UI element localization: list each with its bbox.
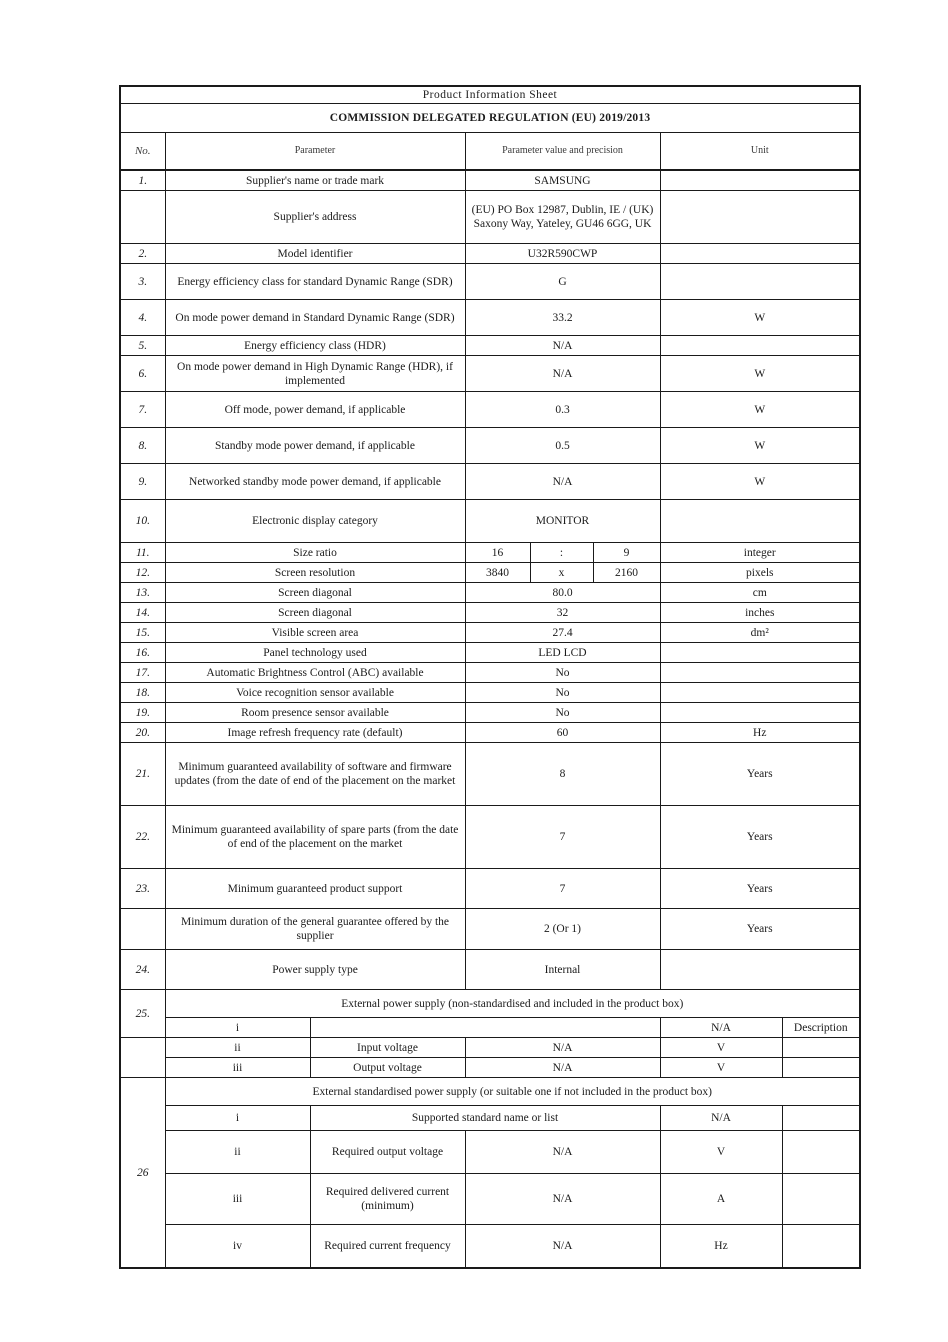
cell-value: LED LCD [465, 643, 660, 663]
page-title: Product Information Sheet [120, 86, 860, 104]
cell-unit: Years [660, 869, 860, 909]
cell-subindex: ii [165, 1038, 310, 1058]
table-row [120, 1058, 860, 1078]
cell-value: 8 [465, 743, 660, 806]
cell-value: 0.5 [465, 428, 660, 464]
cell-unit: pixels [660, 563, 860, 583]
cell-value: 27.4 [465, 623, 660, 643]
cell-no: 9. [120, 464, 165, 500]
cell-no: 7. [120, 392, 165, 428]
cell-unit [660, 643, 860, 663]
cell-parameter: Networked standby mode power demand, if applicable [165, 464, 465, 500]
cell-parameter: Electronic display category [165, 500, 465, 543]
cell-value: 7 [465, 869, 660, 909]
cell-value: N/A [465, 1058, 660, 1078]
cell-unit: dm² [660, 623, 860, 643]
section-25-header: External power supply (non-standardised and included in the product box) [165, 990, 860, 1018]
cell-value: N/A [465, 1038, 660, 1058]
cell-parameter: Minimum duration of the general guarantee offered by the supplier [165, 909, 465, 950]
cell-unit [660, 170, 860, 191]
table-row [120, 603, 860, 623]
table-row [120, 806, 860, 869]
cell-no: 13. [120, 583, 165, 603]
table-row [120, 264, 860, 300]
cell-no: 21. [120, 743, 165, 806]
table-row [120, 336, 860, 356]
cell-subname: Output voltage [310, 1058, 465, 1078]
cell-no: 17. [120, 663, 165, 683]
cell-subname: Required output voltage [310, 1131, 465, 1174]
cell-value: N/A [465, 336, 660, 356]
cell-no: 5. [120, 336, 165, 356]
cell-parameter: Visible screen area [165, 623, 465, 643]
cell-no: 18. [120, 683, 165, 703]
cell-unit: Years [660, 806, 860, 869]
cell-value-2: 2160 [593, 563, 660, 583]
subtitle-row [120, 104, 860, 133]
cell-parameter: Screen diagonal [165, 603, 465, 623]
col-header-parameter: Parameter [165, 133, 465, 171]
cell-subindex: iii [165, 1174, 310, 1225]
cell-parameter: Power supply type [165, 950, 465, 990]
cell-unit: W [660, 428, 860, 464]
table-row [120, 1174, 860, 1225]
table-row [120, 950, 860, 990]
cell-unit [660, 191, 860, 244]
cell-parameter: Minimum guaranteed availability of spare parts (from the date of end of the placement on the market [165, 806, 465, 869]
cell-parameter: Image refresh frequency rate (default) [165, 723, 465, 743]
cell-unit: V [660, 1058, 782, 1078]
cell-parameter: Size ratio [165, 543, 465, 563]
col-header-value: Parameter value and precision [465, 133, 660, 171]
table-row [120, 244, 860, 264]
cell-unit: Hz [660, 723, 860, 743]
cell-value: Internal [465, 950, 660, 990]
cell-unit: Hz [660, 1225, 782, 1269]
cell-parameter: Supplier's address [165, 191, 465, 244]
cell-unit: Years [660, 743, 860, 806]
cell-unit [660, 336, 860, 356]
cell-value: 32 [465, 603, 660, 623]
cell-parameter: Energy efficiency class for standard Dynamic Range (SDR) [165, 264, 465, 300]
table-row [120, 869, 860, 909]
product-information-table [119, 85, 861, 1269]
cell-parameter: Screen resolution [165, 563, 465, 583]
cell-no: 16. [120, 643, 165, 663]
cell-parameter: Standby mode power demand, if applicable [165, 428, 465, 464]
table-row [120, 1106, 860, 1131]
cell-unit: N/A [660, 1018, 782, 1038]
cell-value: (EU) PO Box 12987, Dublin, IE / (UK) Saxony Way, Yateley, GU46 6GG, UK [465, 191, 660, 244]
cell-unit [660, 244, 860, 264]
cell-no: 10. [120, 500, 165, 543]
table-row [120, 1018, 860, 1038]
cell-description [782, 1058, 860, 1078]
cell-unit: inches [660, 603, 860, 623]
cell-value: 7 [465, 806, 660, 869]
table-row [120, 500, 860, 543]
cell-unit: V [660, 1131, 782, 1174]
cell-description [782, 1131, 860, 1174]
col-header-no: No. [120, 133, 165, 171]
cell-unit: cm [660, 583, 860, 603]
cell-subname [310, 1018, 660, 1038]
cell-unit: V [660, 1038, 782, 1058]
cell-parameter: Off mode, power demand, if applicable [165, 392, 465, 428]
cell-unit [660, 703, 860, 723]
cell-unit: W [660, 464, 860, 500]
cell-value: SAMSUNG [465, 170, 660, 191]
cell-unit: Years [660, 909, 860, 950]
table-row [120, 723, 860, 743]
cell-unit [660, 500, 860, 543]
cell-parameter: Minimum guaranteed product support [165, 869, 465, 909]
cell-subname: Input voltage [310, 1038, 465, 1058]
table-row [120, 1038, 860, 1058]
table-row [120, 464, 860, 500]
cell-description: Description [782, 1018, 860, 1038]
cell-description [782, 1106, 860, 1131]
table-row [120, 683, 860, 703]
cell-unit: integer [660, 543, 860, 563]
section-26-header-row [120, 1078, 860, 1106]
table-row [120, 909, 860, 950]
table-row [120, 703, 860, 723]
cell-unit [660, 264, 860, 300]
cell-no: 11. [120, 543, 165, 563]
cell-parameter: On mode power demand in Standard Dynamic Range (SDR) [165, 300, 465, 336]
table-row [120, 356, 860, 392]
cell-value: U32R590CWP [465, 244, 660, 264]
cell-no: 23. [120, 869, 165, 909]
table-row [120, 563, 860, 583]
cell-no: 14. [120, 603, 165, 623]
cell-value: 33.2 [465, 300, 660, 336]
cell-no: 26 [120, 1078, 165, 1269]
cell-subname: Required current frequency [310, 1225, 465, 1269]
cell-subindex: i [165, 1106, 310, 1131]
cell-parameter: Voice recognition sensor available [165, 683, 465, 703]
cell-unit: W [660, 392, 860, 428]
table-row [120, 1131, 860, 1174]
cell-subname: Supported standard name or list [310, 1106, 660, 1131]
cell-no: 6. [120, 356, 165, 392]
cell-no: 19. [120, 703, 165, 723]
cell-subindex: i [165, 1018, 310, 1038]
table-row [120, 191, 860, 244]
cell-no: 15. [120, 623, 165, 643]
cell-no [120, 191, 165, 244]
cell-no [120, 1038, 165, 1078]
cell-value: N/A [465, 464, 660, 500]
cell-no: 12. [120, 563, 165, 583]
cell-no: 20. [120, 723, 165, 743]
table-row [120, 428, 860, 464]
cell-no [120, 909, 165, 950]
cell-no: 4. [120, 300, 165, 336]
table-row [120, 543, 860, 563]
cell-value: N/A [465, 1225, 660, 1269]
cell-no: 22. [120, 806, 165, 869]
section-25-header-row [120, 990, 860, 1018]
cell-value: 80.0 [465, 583, 660, 603]
table-row [120, 392, 860, 428]
cell-parameter: Screen diagonal [165, 583, 465, 603]
cell-parameter: Room presence sensor available [165, 703, 465, 723]
cell-parameter: Supplier's name or trade mark [165, 170, 465, 191]
cell-value: N/A [465, 1131, 660, 1174]
section-26-header: External standardised power supply (or suitable one if not included in the product box) [165, 1078, 860, 1106]
cell-value: 2 (Or 1) [465, 909, 660, 950]
cell-description [782, 1174, 860, 1225]
cell-no: 24. [120, 950, 165, 990]
cell-value: No [465, 663, 660, 683]
cell-no: 25. [120, 990, 165, 1038]
cell-value-2: 9 [593, 543, 660, 563]
table-row [120, 663, 860, 683]
cell-no: 8. [120, 428, 165, 464]
cell-subindex: iii [165, 1058, 310, 1078]
cell-unit [660, 950, 860, 990]
cell-subname: Required delivered current (minimum) [310, 1174, 465, 1225]
cell-value-sep: : [530, 543, 593, 563]
table-row [120, 170, 860, 191]
cell-no: 3. [120, 264, 165, 300]
cell-parameter: On mode power demand in High Dynamic Range (HDR), if implemented [165, 356, 465, 392]
title-row [120, 86, 860, 104]
cell-unit: W [660, 356, 860, 392]
cell-unit [660, 663, 860, 683]
table-row [120, 1225, 860, 1269]
cell-value: G [465, 264, 660, 300]
cell-value-1: 16 [465, 543, 530, 563]
cell-value: N/A [465, 1174, 660, 1225]
cell-value: MONITOR [465, 500, 660, 543]
cell-value-1: 3840 [465, 563, 530, 583]
cell-unit: N/A [660, 1106, 782, 1131]
table-row [120, 743, 860, 806]
cell-value: 60 [465, 723, 660, 743]
cell-value: 0.3 [465, 392, 660, 428]
cell-parameter: Model identifier [165, 244, 465, 264]
cell-unit: W [660, 300, 860, 336]
table-row [120, 583, 860, 603]
cell-value: N/A [465, 356, 660, 392]
table-row [120, 300, 860, 336]
cell-subindex: iv [165, 1225, 310, 1269]
table-row [120, 623, 860, 643]
cell-subindex: ii [165, 1131, 310, 1174]
column-header-row [120, 133, 860, 171]
cell-no: 1. [120, 170, 165, 191]
cell-parameter: Panel technology used [165, 643, 465, 663]
cell-value-sep: x [530, 563, 593, 583]
cell-parameter: Energy efficiency class (HDR) [165, 336, 465, 356]
cell-unit: A [660, 1174, 782, 1225]
cell-description [782, 1225, 860, 1269]
col-header-unit: Unit [660, 133, 860, 171]
cell-value: No [465, 703, 660, 723]
cell-unit [660, 683, 860, 703]
cell-parameter: Minimum guaranteed availability of software and firmware updates (from the date of end of the placement on the market [165, 743, 465, 806]
table-row [120, 643, 860, 663]
cell-no: 2. [120, 244, 165, 264]
cell-value: No [465, 683, 660, 703]
regulation-subtitle: COMMISSION DELEGATED REGULATION (EU) 2019/2013 [120, 104, 860, 133]
cell-parameter: Automatic Brightness Control (ABC) available [165, 663, 465, 683]
cell-description [782, 1038, 860, 1058]
